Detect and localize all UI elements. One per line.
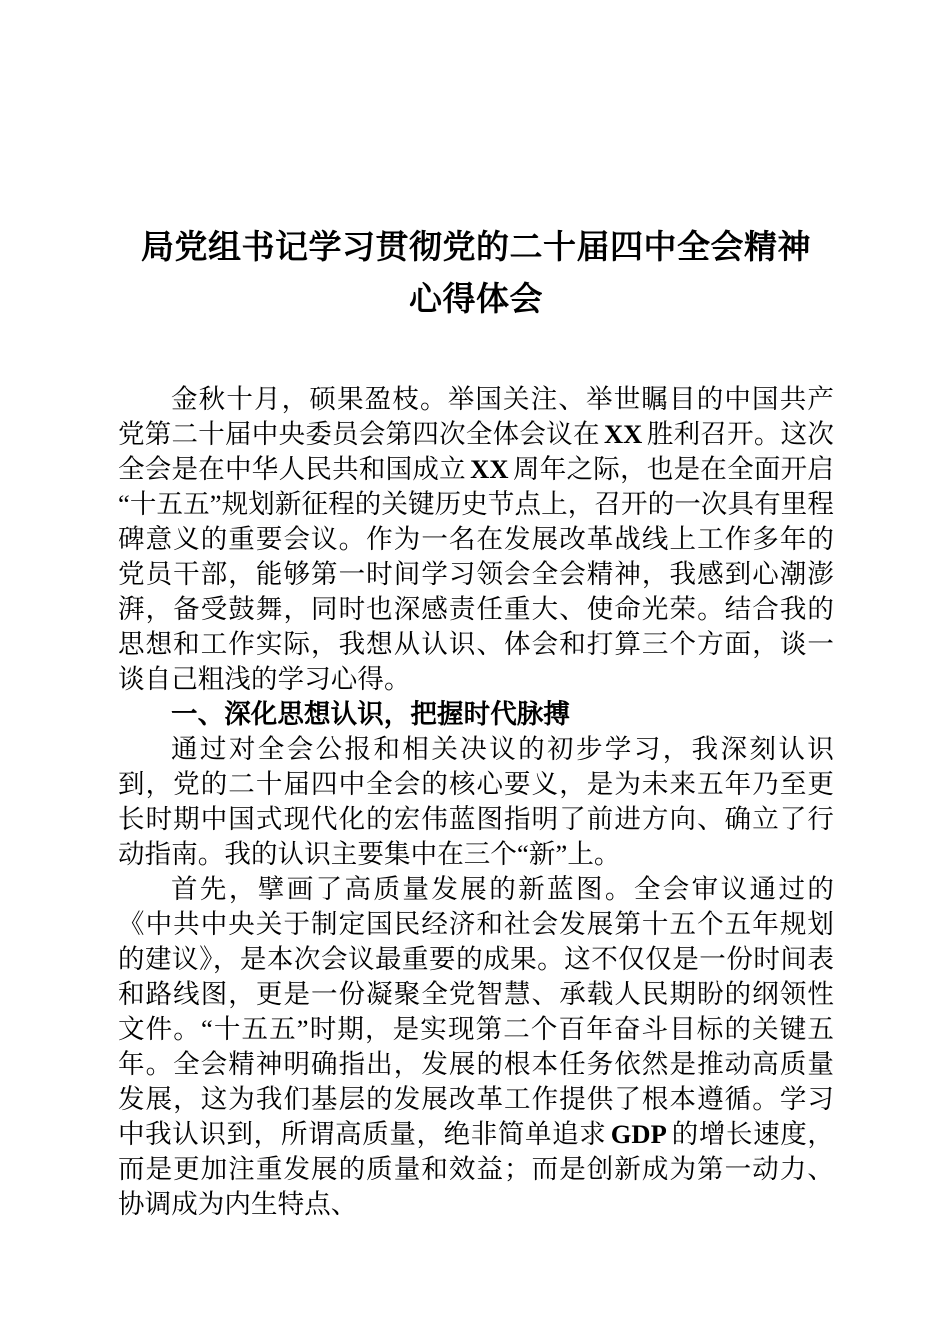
paragraph-intro-text-c: 周年之际，也是在全面开启“十五五”规划新征程的关键历史节点上，召开的一次具有里程碑意义的重要会议。作为一名在发展改革战线上工作多年的党员干部，能够第一时间学习领会全会精神，我感到心潮澎湃，备受鼓舞，同时也深感责任重大、使命光荣。结合我的思想和工作实际，我想从认识、体会和打算三个方面，谈一谈自己粗浅的学习心得。 — [118, 454, 834, 694]
paragraph-intro-text-a: 金秋十月，硕果盈枝。举国关注、举世瞩目的中国共产党第二十届中央委员会第四次全体会议在 — [118, 384, 834, 449]
paragraph-first-point-text-a: 首先，擘画了高质量发展的新蓝图。全会审议通过的《中共中央关于制定国民经济和社会发展第十五个五年规划的建议》，是本次会议最重要的成果。这不仅仅是一份时间表和路线图，更是一份凝聚全党智慧、承载人民期盼的纲领性文件。“十五五”时期，是实现第二个百年奋斗目标的关键五年。全会精神明确指出，发展的根本任务依然是推动高质量发展，这为我们基层的发展改革工作提供了根本遵循。学习中我认识到，所谓高质量，绝非简单追求 — [118, 874, 834, 1149]
section-heading-one: 一、深化思想认识，把握时代脉搏 — [171, 699, 570, 729]
document-content-column — [118, 0, 834, 1222]
paragraph-section-one-intro — [118, 732, 834, 872]
placeholder-xx-anniversary: XX — [470, 454, 509, 484]
page-title-line-1: 局党组书记学习贯彻党的二十届四中全会精神 — [141, 230, 811, 266]
page-title — [118, 0, 834, 326]
paragraph-intro — [118, 382, 834, 697]
paragraph-first-point — [118, 872, 834, 1222]
term-gdp: GDP — [610, 1119, 667, 1149]
paragraph-intro-text-b: 胜利召开。这次全会是在中华人民共和国成立 — [118, 419, 834, 484]
page-title-line-2: 心得体会 — [409, 282, 543, 318]
placeholder-xx-location: XX — [603, 419, 643, 449]
paragraph-first-point-text-b: 的增长速度，而是更加注重发展的质量和效益；而是创新成为第一动力、协调成为内生特点、 — [118, 1119, 834, 1219]
paragraph-section-one-intro-text: 通过对全会公报和相关决议的初步学习，我深刻认识到，党的二十届四中全会的核心要义，是为未来五年乃至更长时期中国式现代化的宏伟蓝图指明了前进方向、确立了行动指南。我的认识主要集中在三个“新”上。 — [118, 734, 834, 869]
